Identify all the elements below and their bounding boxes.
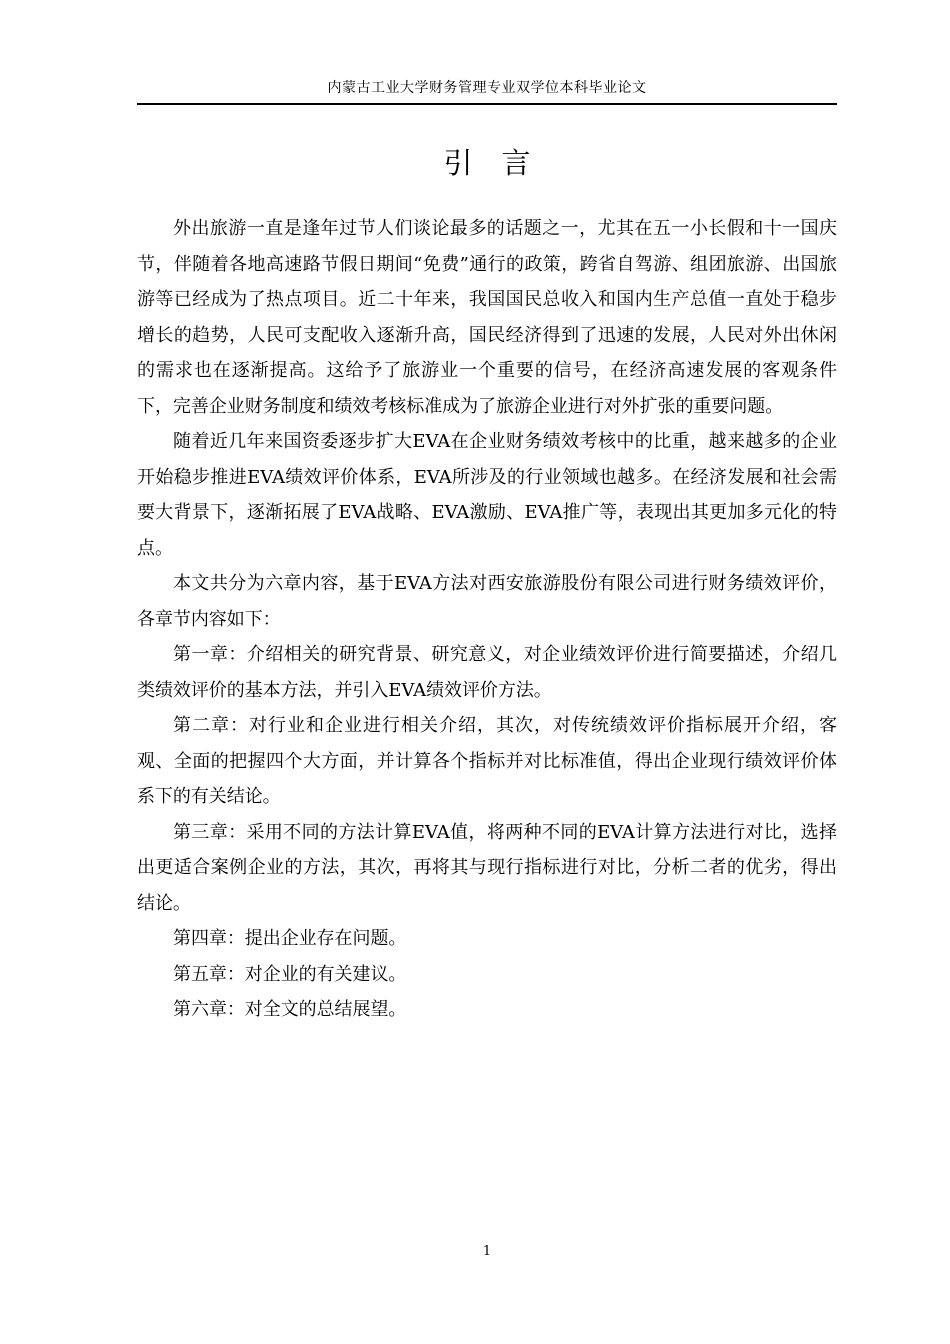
paragraph-intro-tourism: 外出旅游一直是逢年过节人们谈论最多的话题之一，尤其在五一小长假和十一国庆节，伴随着各地高速路节假日期间“免费”通行的政策，跨省自驾游、组团旅游、出国旅游等已经成为了热点项目。近二十年来，我国国民总收入和国内生产总值一直处于稳步增长的趋势，人民可支配收入逐渐升高，国民经济得到了迅速的发展，人民对外出休闲的需求也在逐渐提高。这给予了旅游业一个重要的信号，在经济高速发展的客观条件下，完善企业财务制度和绩效考核标准成为了旅游企业进行对外扩张的重要问题。 — [137, 218, 837, 417]
paragraph-chapter-two: 第二章：对行业和企业进行相关介绍，其次，对传统绩效评价指标展开介绍，客观、全面的把握四个大方面，并计算各个指标并对比标准值，得出企业现行绩效评价体系下的有关结论。 — [137, 715, 837, 807]
paragraph-chapter-three: 第三章：采用不同的方法计算EVA值，将两种不同的EVA计算方法进行对比，选择出更适合案例企业的方法，其次，再将其与现行指标进行对比，分析二者的优劣，得出结论。 — [137, 821, 837, 914]
body-text — [137, 211, 837, 1028]
running-header: 内蒙古工业大学财务管理专业双学位本科毕业论文 — [327, 80, 647, 96]
paragraph-chapter-four: 第四章：提出企业存在问题。 — [173, 928, 407, 949]
page-number: 1 — [482, 1244, 492, 1259]
paragraph-structure-overview: 本文共分为六章内容，基于EVA方法对西安旅游股份有限公司进行财务绩效评价，各章节内容如下： — [137, 573, 837, 630]
paragraph-eva-background: 随着近几年来国资委逐步扩大EVA在企业财务绩效考核中的比重，越来越多的企业开始稳步推进EVA绩效评价体系，EVA所涉及的行业领域也越多。在经济发展和社会需要大背景下，逐渐拓展了EVA战略、EVA激励、EVA推广等，表现出其更加多元化的特点。 — [137, 431, 837, 559]
header-divider — [137, 103, 837, 105]
paragraph-chapter-six: 第六章：对全文的总结展望。 — [173, 999, 407, 1020]
paragraph-chapter-one: 第一章：介绍相关的研究背景、研究意义，对企业绩效评价进行简要描述，介绍几类绩效评价的基本方法，并引入EVA绩效评价方法。 — [137, 644, 837, 701]
chapter-title: 引 言 — [443, 146, 531, 180]
paragraph-chapter-five: 第五章：对企业的有关建议。 — [173, 963, 407, 985]
